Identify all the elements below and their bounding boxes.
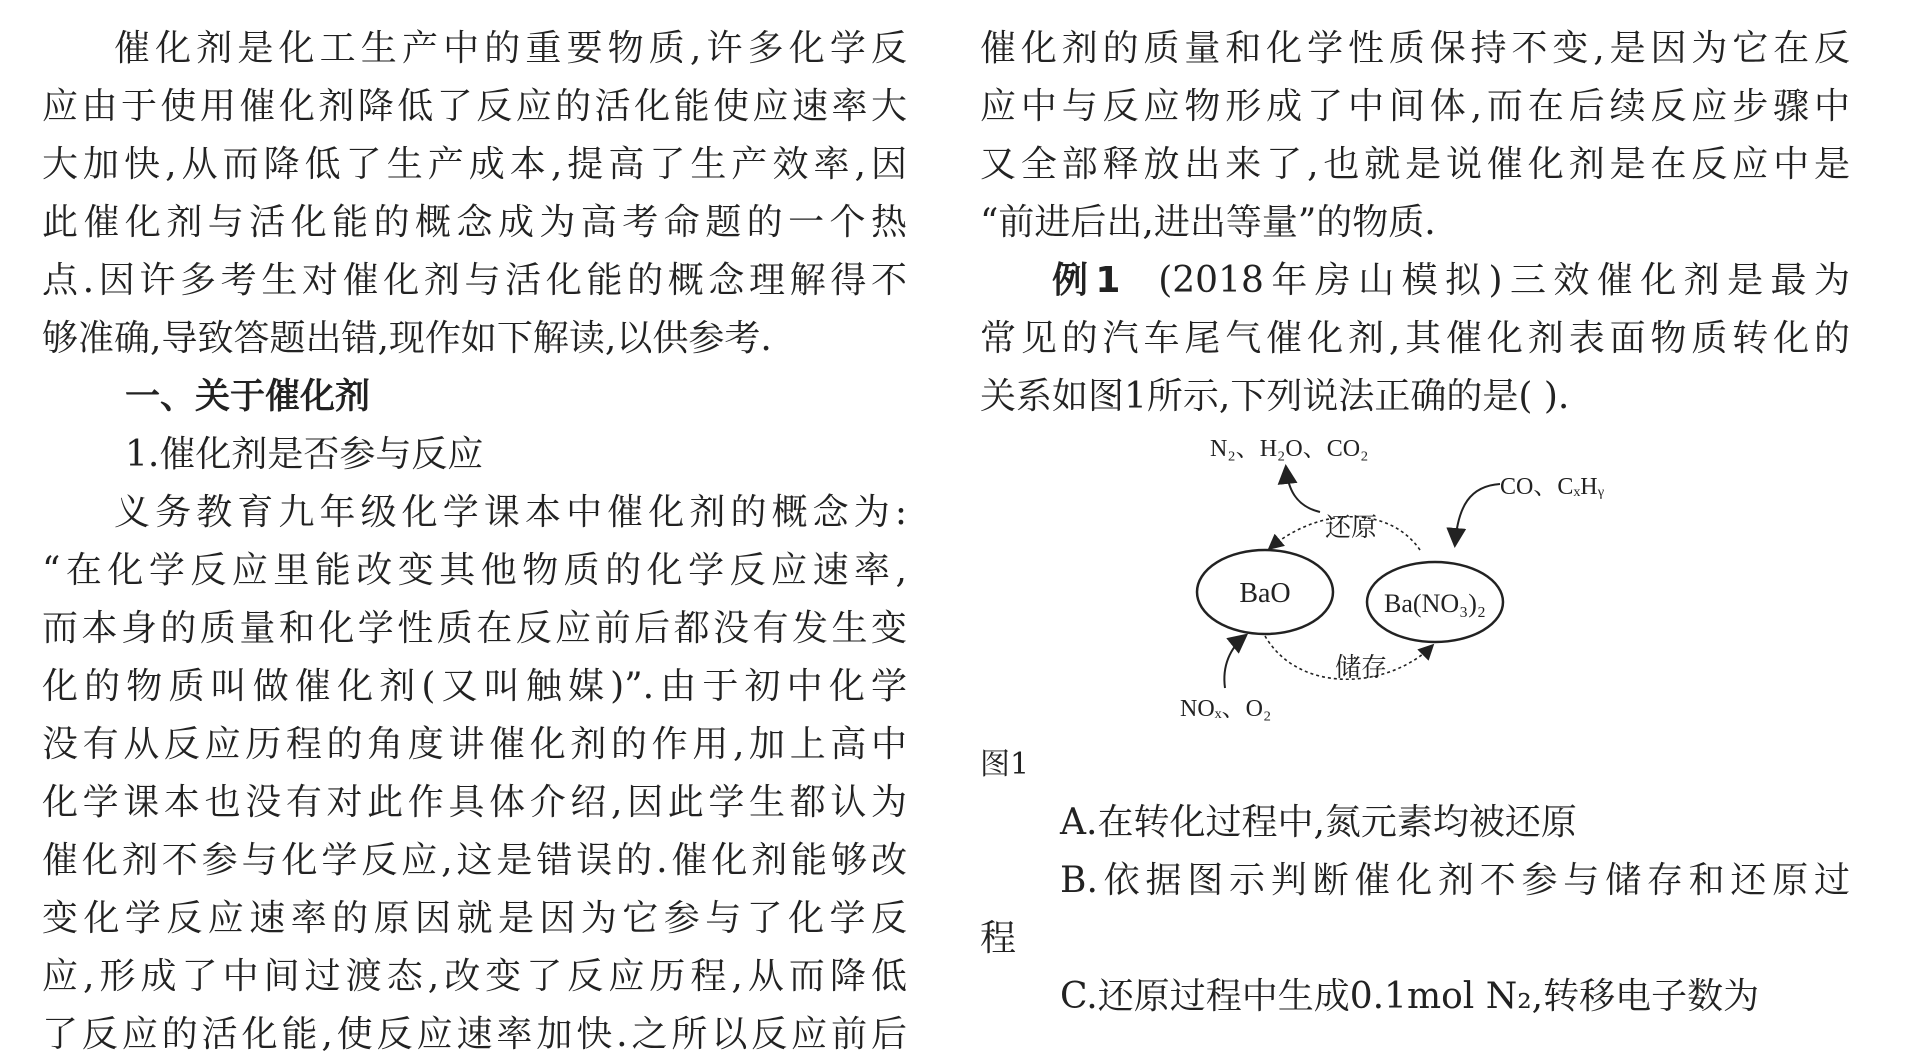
text-line: 了反应的活化能,使反应速率加快.之所以反应前后 <box>42 1014 907 1055</box>
bao-label: BaO <box>1239 578 1291 609</box>
options-list <box>980 794 1850 1026</box>
figure-caption: 图1 <box>980 747 1030 782</box>
text-line: 关系如图1所示,下列说法正确的是( ). <box>980 376 1570 417</box>
text-line: 常见的汽车尾气催化剂,其催化剂表面物质转化的 <box>980 318 1850 359</box>
text-line: 够准确,导致答题出错,现作如下解读,以供参考. <box>42 318 772 359</box>
text-line: 又全部释放出来了,也就是说催化剂是在反应中是 <box>980 144 1850 185</box>
text-line: 应由于使用催化剂降低了反应的活化能使应速率大 <box>42 86 907 127</box>
example-text: (2018年房山模拟)三效催化剂是最为 <box>1158 260 1850 301</box>
right-column <box>980 20 1850 1026</box>
ba-nitrate-label: Ba(NO₃)₂ <box>1384 589 1486 618</box>
inputs-label: NOₓ、O₂ <box>1180 696 1272 722</box>
left-column <box>42 20 907 1064</box>
subsection-heading: 1.催化剂是否参与反应 <box>125 434 484 475</box>
option-b-continued: 程 <box>980 918 1017 959</box>
catalyst-cycle-diagram <box>1170 426 1650 736</box>
example-block <box>980 252 1850 426</box>
option-c: C.还原过程中生成0.1mol N₂,转移电子数为 <box>1060 976 1760 1017</box>
text-line: 应,形成了中间过渡态,改变了反应历程,从而降低 <box>42 956 907 997</box>
text-line: 催化剂的质量和化学性质保持不变,是因为它在反 <box>980 28 1850 69</box>
text-line <box>980 252 1850 310</box>
intro-paragraph <box>42 20 907 368</box>
reductants-arrow <box>1455 484 1500 544</box>
option-b: B.依据图示判断催化剂不参与储存和还原过 <box>1060 860 1850 901</box>
text-line: 催化剂是化工生产中的重要物质,许多化学反 <box>114 28 907 69</box>
text-line: 催化剂不参与化学反应,这是错误的.催化剂能够改 <box>42 840 907 881</box>
text-line: “前进后出,进出等量”的物质. <box>980 202 1436 243</box>
text-line: 应中与反应物形成了中间体,而在后续反应步骤中 <box>980 86 1850 127</box>
text-line: 化的物质叫做催化剂(又叫触媒)”.由于初中化学 <box>42 666 907 707</box>
text-line: 大加快,从而降低了生产成本,提高了生产效率,因 <box>42 144 907 185</box>
definition-paragraph <box>42 484 907 1064</box>
inputs-arrow <box>1224 636 1245 688</box>
products-label: N₂、H₂O、CO₂ <box>1210 436 1369 462</box>
store-label: 储存 <box>1335 653 1388 683</box>
reductants-label: CO、CₓHᵧ <box>1500 474 1605 500</box>
example-label: 例1 <box>1052 260 1121 301</box>
text-line: 点.因许多考生对催化剂与活化能的概念理解得不 <box>42 260 907 301</box>
section-heading: 一、关于催化剂 <box>125 377 371 417</box>
option-a: A.在转化过程中,氮元素均被还原 <box>1060 802 1577 843</box>
text-line: 而本身的质量和化学性质在反应前后都没有发生变 <box>42 608 907 649</box>
text-line: “在化学反应里能改变其他物质的化学反应速率, <box>42 550 907 591</box>
reduce-label: 还原 <box>1325 513 1378 543</box>
figure-1 <box>980 426 1850 736</box>
text-line: 此催化剂与活化能的概念成为高考命题的一个热 <box>42 202 907 243</box>
products-arrow <box>1286 468 1320 512</box>
text-line: 没有从反应历程的角度讲催化剂的作用,加上高中 <box>42 724 907 765</box>
continuation-paragraph <box>980 20 1850 252</box>
text-line: 化学课本也没有对此作具体介绍,因此学生都认为 <box>42 782 907 823</box>
text-line: 变化学反应速率的原因就是因为它参与了化学反 <box>42 898 907 939</box>
text-line: 义务教育九年级化学课本中催化剂的概念为: <box>114 492 907 533</box>
